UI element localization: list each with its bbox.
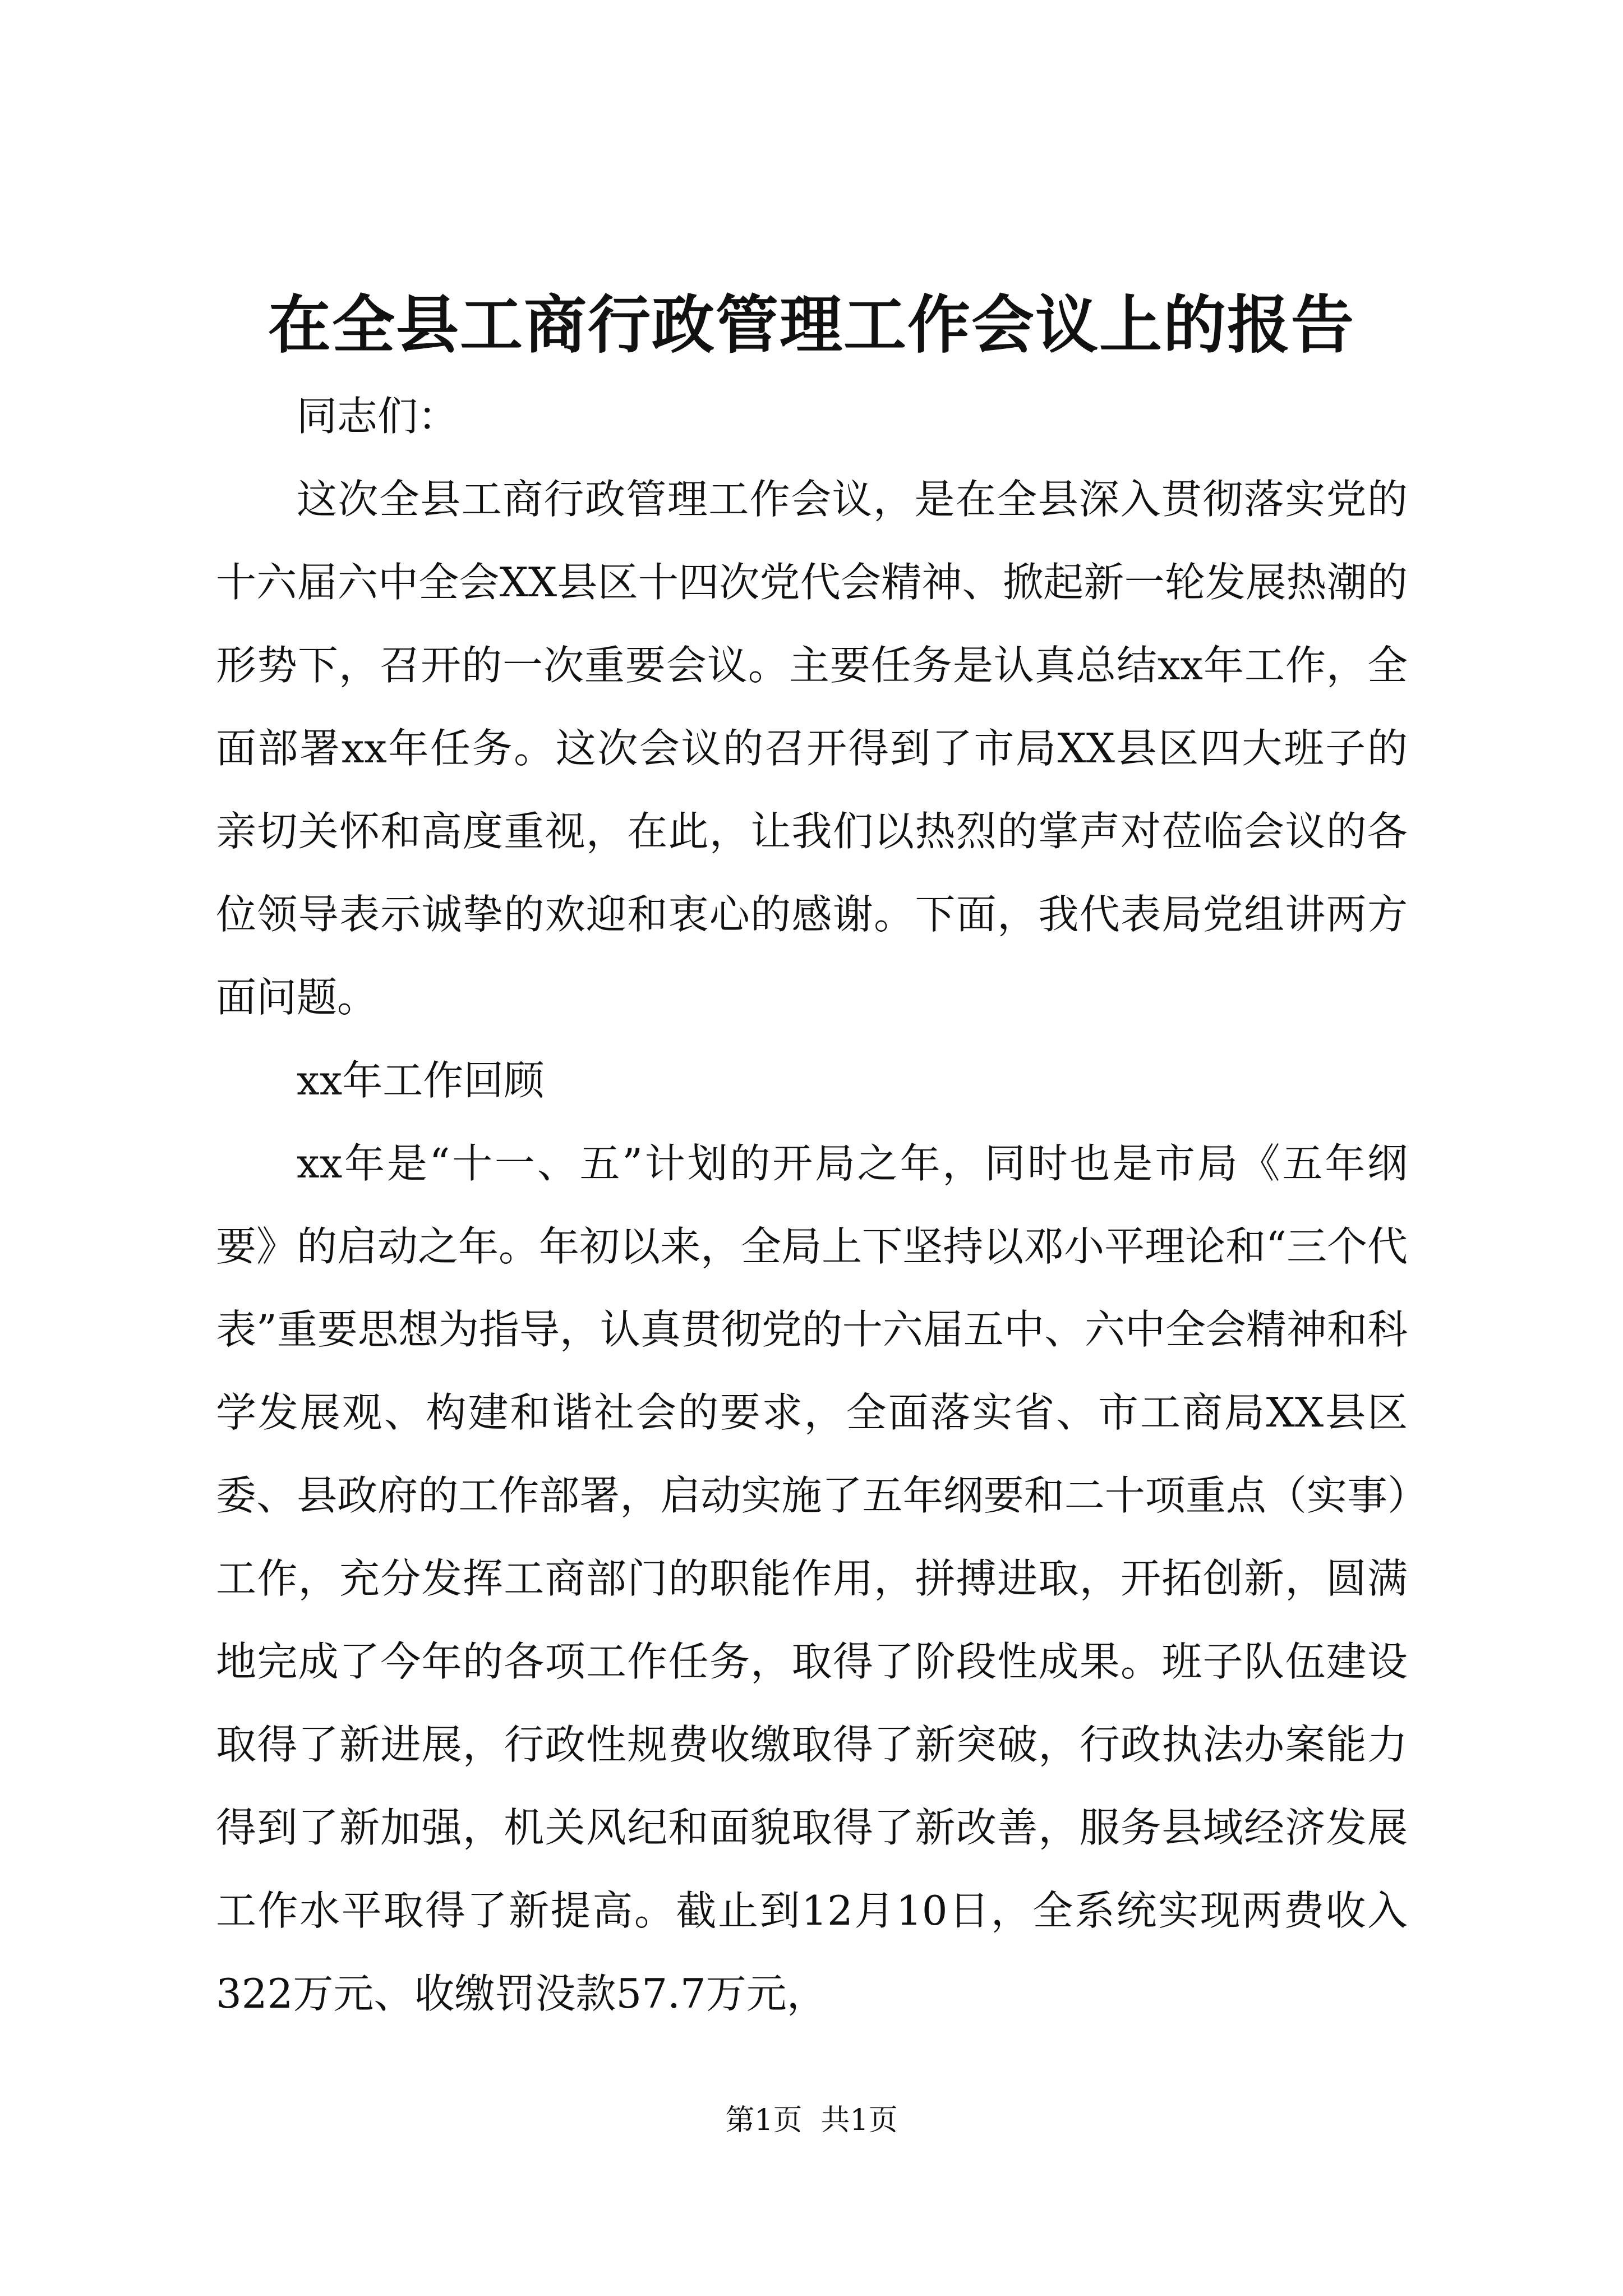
- page-footer: [0, 2101, 1623, 2140]
- document-title: 在全县工商行政管理工作会议上的报告: [268, 288, 1355, 362]
- page-number-label: 第1页 共1页: [725, 2104, 898, 2137]
- section-heading: xx年工作回顾: [297, 1057, 545, 1104]
- intro-paragraph: 这次全县工商行政管理工作会议，是在全县深入贯彻落实党的十六届六中全会XX县区十四次党代会精神、掀起新一轮发展热潮的形势下，召开的一次重要会议。主要任务是认真总结xx年工作，全面部署xx年任务。这次会议的召开得到了市局XX县区四大班子的亲切关怀和高度重视，在此，让我们以热烈的掌声对莅临会议的各位领导表示诚挚的欢迎和衷心的感谢。下面，我代表局党组讲两方面问题。: [216, 476, 1408, 1021]
- salutation-paragraph: 同志们：: [297, 393, 459, 440]
- review-paragraph: xx年是“十一、五”计划的开局之年，同时也是市局《五年纲要》的启动之年。年初以来，全局上下坚持以邓小平理论和“三个代表”重要思想为指导，认真贯彻党的十六届五中、六中全会精神和科学发展观、构建和谐社会的要求，全面落实省、市工商局XX县区委、县政府的工作部署，启动实施了五年纲要和二十项重点（实事）工作，充分发挥工商部门的职能作用，拼搏进取，开拓创新，圆满地完成了今年的各项工作任务，取得了阶段性成果。班子队伍建设取得了新进展，行政性规费收缴取得了新突破，行政执法办案能力得到了新加强，机关风纪和面貌取得了新改善，服务县域经济发展工作水平取得了新提高。截止到12月10日，全系统实现两费收入322万元、收缴罚没款57.7万元，: [216, 1140, 1408, 2017]
- document-body: [216, 375, 1408, 2035]
